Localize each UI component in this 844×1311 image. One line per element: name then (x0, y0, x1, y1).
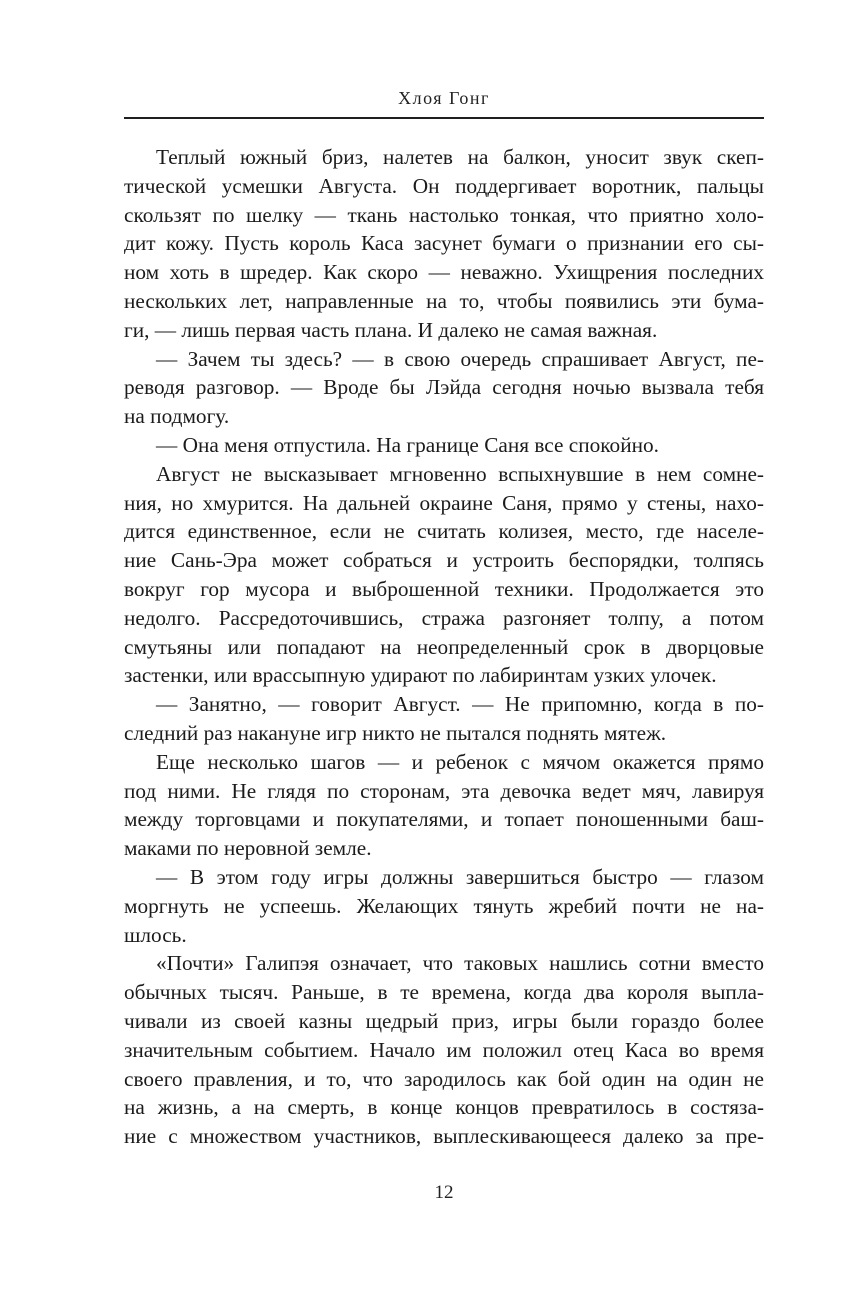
text-line: чивали из своей казны щедрый приз, игры были гораздо более (124, 1008, 764, 1033)
paragraph (124, 143, 764, 345)
header-rule (124, 117, 764, 119)
text-line: между торговцами и покупателями, и топает поношенными баш- (124, 807, 764, 832)
paragraph (124, 345, 764, 431)
text-line: скользят по шелку — ткань настолько тонкая, что приятно холо- (124, 202, 764, 227)
text-line: значительным событием. Начало им положил отец Каса во время (124, 1037, 764, 1062)
text-line: шлось. (124, 922, 187, 947)
text-line: тической усмешки Августа. Он поддергивает воротник, пальцы (124, 173, 764, 198)
paragraph (124, 949, 764, 1151)
text-line: Август не высказывает мгновенно вспыхнувшие в нем сомне- (156, 461, 764, 486)
body-text (124, 143, 764, 1151)
text-line: на подмогу. (124, 404, 230, 429)
text-line: ги, — лишь первая часть плана. И далеко не самая важная. (124, 317, 658, 342)
text-line: застенки, или врассыпную удирают по лабиринтам узких улочек. (124, 663, 717, 688)
text-line: ния, но хмурится. На дальней окраине Саня, прямо у стены, нахо- (124, 490, 764, 515)
text-line: ние с множеством участников, выплескивающееся далеко за пре- (124, 1124, 764, 1149)
text-line: моргнуть не успеешь. Желающих тянуть жребий почти не на- (124, 893, 764, 918)
text-line: ние Сань-Эра может собраться и устроить беспорядки, толпясь (124, 548, 764, 573)
text-line: недолго. Рассредоточившись, стража разгоняет толпу, а потом (124, 605, 764, 630)
text-line: на жизнь, а на смерть, в конце концов превратилось в состяза- (124, 1095, 764, 1120)
paragraph (124, 863, 764, 949)
text-line: следний раз накануне игр никто не пытался поднять мятеж. (124, 720, 667, 745)
text-line: Еще несколько шагов — и ребенок с мячом окажется прямо (156, 749, 764, 774)
text-line: реводя разговор. — Вроде бы Лэйда сегодня ночью вызвала тебя (124, 375, 764, 400)
text-line: — Зачем ты здесь? — в свою очередь спрашивает Август, пе- (156, 346, 764, 371)
paragraph (124, 690, 764, 748)
text-line: своего правления, и то, что зародилось как бой один на один не (124, 1066, 764, 1091)
paragraph (124, 748, 764, 863)
text-line: Теплый южный бриз, налетев на балкон, уносит звук скеп- (156, 145, 764, 169)
paragraph (124, 431, 764, 460)
text-line: «Почти» Галипэя означает, что таковых нашлись сотни вместо (156, 951, 764, 976)
text-line: — Она меня отпустила. На границе Саня все спокойно. (156, 432, 659, 457)
text-line: дится единственное, если не считать колизея, место, где населе- (124, 519, 764, 544)
text-line: ном хоть в шредер. Как скоро — неважно. Ухищрения последних (124, 260, 764, 285)
text-line: нескольких лет, направленные на то, чтобы появились эти бума- (124, 288, 764, 313)
text-line: обычных тысяч. Раньше, в те времена, когда два короля выпла- (124, 980, 764, 1005)
page-number: 12 (434, 1182, 454, 1203)
text-line: — Занятно, — говорит Август. — Не припомню, когда в по- (156, 692, 764, 717)
text-line: маками по неровной земле. (124, 836, 372, 861)
paragraph (124, 460, 764, 690)
text-line: под ними. Не глядя по сторонам, эта девочка ведет мяч, лавируя (124, 778, 764, 803)
text-line: вокруг гор мусора и выброшенной техники. Продолжается это (124, 576, 764, 601)
running-head: Хлоя Гонг (398, 88, 490, 108)
text-line: — В этом году игры должны завершиться быстро — глазом (156, 864, 764, 889)
text-line: смутьяны или попадают на неопределенный срок в дворцовые (124, 634, 764, 659)
text-line: дит кожу. Пусть король Каса засунет бумаги о признании его сы- (124, 231, 764, 256)
